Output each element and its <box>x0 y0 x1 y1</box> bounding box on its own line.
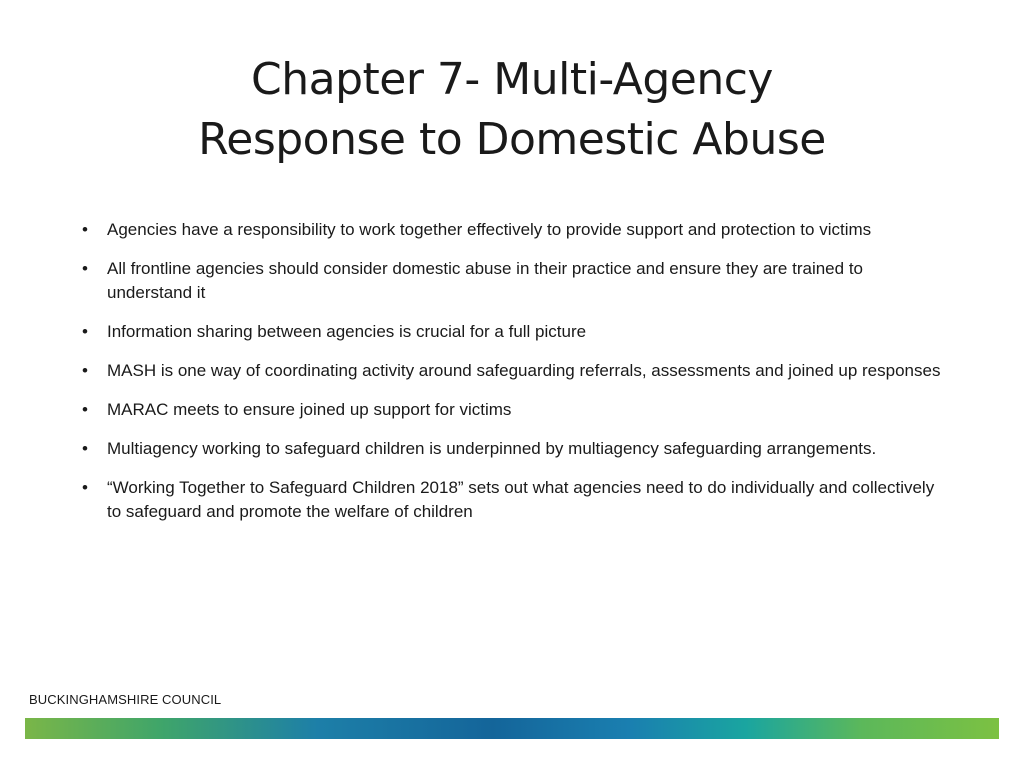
slide-title-line-1: Chapter 7- Multi-Agency <box>251 54 773 105</box>
bullet-item-4 <box>78 359 948 383</box>
bullet-item-5 <box>78 398 948 422</box>
bullet-text-1: Agencies have a responsibility to work together effectively to provide support and protection to victims <box>107 220 872 239</box>
organization-name: BUCKINGHAMSHIRE COUNCIL <box>29 692 222 707</box>
bullet-list <box>78 218 948 539</box>
bullet-dot-icon: • <box>82 220 88 239</box>
bullet-item-7 <box>78 476 948 524</box>
bullet-dot-icon: • <box>82 478 88 497</box>
brand-gradient-bar <box>25 718 999 739</box>
bullet-dot-icon: • <box>82 259 88 278</box>
bullet-text-2: All frontline agencies should consider domestic abuse in their practice and ensure they are trained to understand it <box>107 259 863 302</box>
bullet-dot-icon: • <box>82 361 88 380</box>
bullet-item-3 <box>78 320 948 344</box>
bullet-dot-icon: • <box>82 322 88 341</box>
bullet-text-3: Information sharing between agencies is crucial for a full picture <box>107 322 587 341</box>
bullet-text-4: MASH is one way of coordinating activity around safeguarding referrals, assessments and joined up responses <box>107 361 941 380</box>
bullet-dot-icon: • <box>82 439 88 458</box>
slide-title <box>60 50 964 170</box>
bullet-text-5: MARAC meets to ensure joined up support for victims <box>107 400 512 419</box>
bullet-item-2 <box>78 257 948 305</box>
slide-title-line-2: Response to Domestic Abuse <box>198 114 826 165</box>
bullet-text-7: “Working Together to Safeguard Children 2018” sets out what agencies need to do individually and collectively to safeguard and promote the welfare of children <box>107 478 935 521</box>
bullet-item-6 <box>78 437 948 461</box>
bullet-dot-icon: • <box>82 400 88 419</box>
bullet-text-6: Multiagency working to safeguard children is underpinned by multiagency safeguarding arrangements. <box>107 439 877 458</box>
bullet-item-1 <box>78 218 948 242</box>
